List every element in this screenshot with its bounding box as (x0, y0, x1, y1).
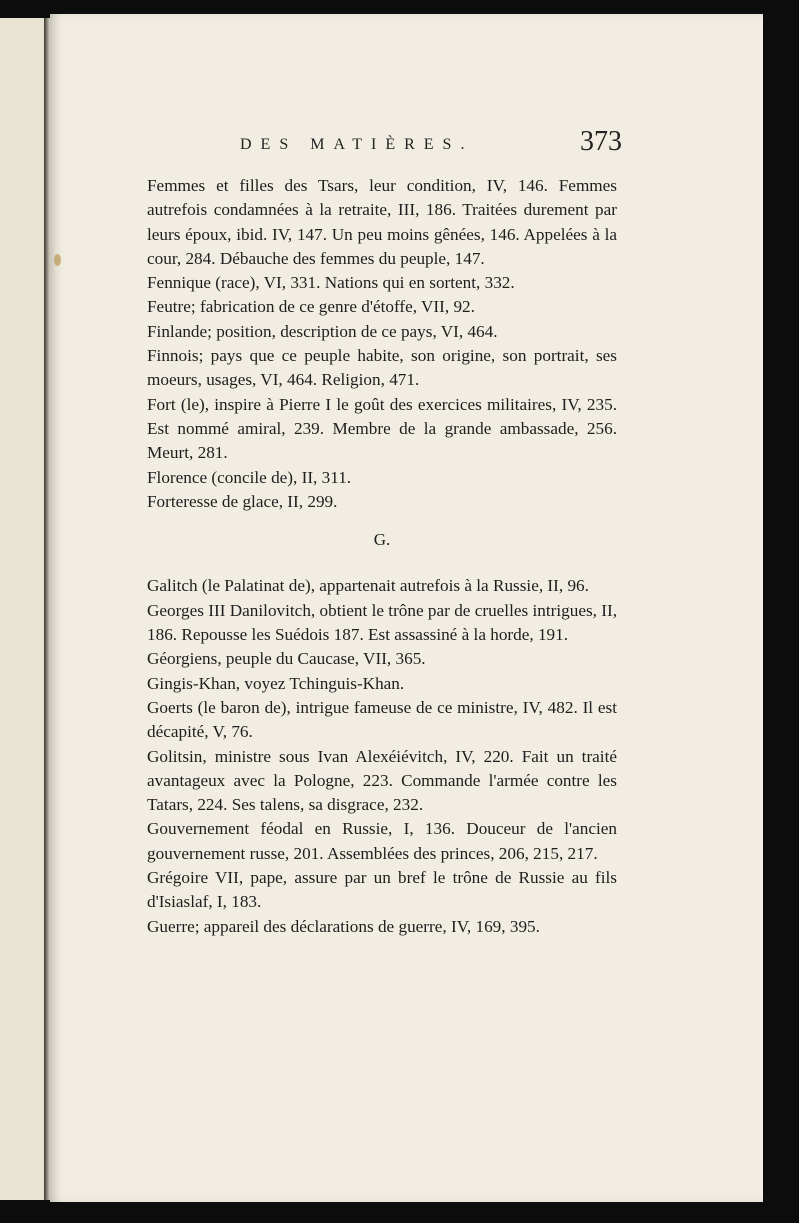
foxing-spot (54, 254, 61, 266)
index-entry: Goerts (le baron de), intrigue fameuse de ce ministre, IV, 482. Il est décapité, V, 76. (147, 697, 617, 742)
index-entry: Grégoire VII, pape, assure par un bref le trône de Russie au fils d'Isiaslaf, I, 183. (147, 868, 617, 912)
section-letter: G. (373, 530, 391, 550)
book-page (50, 14, 763, 1202)
index-entry: Georges III Danilovitch, obtient le trône par de cruelles intrigues, II, 186. Repousse les Suédois 187. Est assassiné à la horde, 191. (147, 600, 617, 645)
index-content (147, 174, 617, 939)
index-entry: Gingis-Khan, voyez Tchinguis-Khan. (147, 673, 405, 693)
page-number: 373 (580, 126, 622, 157)
index-entry: Géorgiens, peuple du Caucase, VII, 365. (147, 649, 426, 669)
index-entry: Finnois; pays que ce peuple habite, son origine, son portrait, ses moeurs, usages, VI, 464. Religion, 471. (147, 346, 617, 390)
page-header (50, 126, 763, 162)
index-entry: Feutre; fabrication de ce genre d'étoffe, VII, 92. (147, 297, 475, 317)
facing-page-edge (0, 18, 46, 1200)
index-entry: Fennique (race), VI, 331. Nations qui en sortent, 332. (147, 273, 515, 293)
index-entry: Guerre; appareil des déclarations de guerre, IV, 169, 395. (147, 916, 540, 936)
index-entry: Galitch (le Palatinat de), appartenait autrefois à la Russie, II, 96. (147, 576, 589, 596)
index-entry: Finlande; position, description de ce pays, VI, 464. (147, 321, 498, 341)
index-entry: Fort (le), inspire à Pierre I le goût des exercices militaires, IV, 235. Est nommé amiral, 239. Membre de la grande ambassade, 256. Meurt, 281. (147, 394, 617, 463)
index-entry: Forteresse de glace, II, 299. (147, 491, 338, 511)
running-title: DES MATIÈRES. (240, 136, 474, 153)
index-entry: Florence (concile de), II, 311. (147, 467, 352, 487)
index-entry: Golitsin, ministre sous Ivan Alexéiévitch, IV, 220. Fait un traité avantageux avec la Pologne, 223. Commande l'armée contre les Tatars, 224. Ses talens, sa disgrace, 232. (147, 746, 617, 815)
index-entry: Gouvernement féodal en Russie, I, 136. Douceur de l'ancien gouvernement russe, 201. Assemblées des princes, 206, 215, 217. (147, 819, 617, 863)
index-entry: Femmes et filles des Tsars, leur condition, IV, 146. Femmes autrefois condamnées à la retraite, III, 186. Traitées durement par leurs époux, ibid. IV, 147. Un peu moins gênées, 146. Appelées à la cour, 284. Débauche des femmes du peuple, 147. (147, 176, 617, 268)
